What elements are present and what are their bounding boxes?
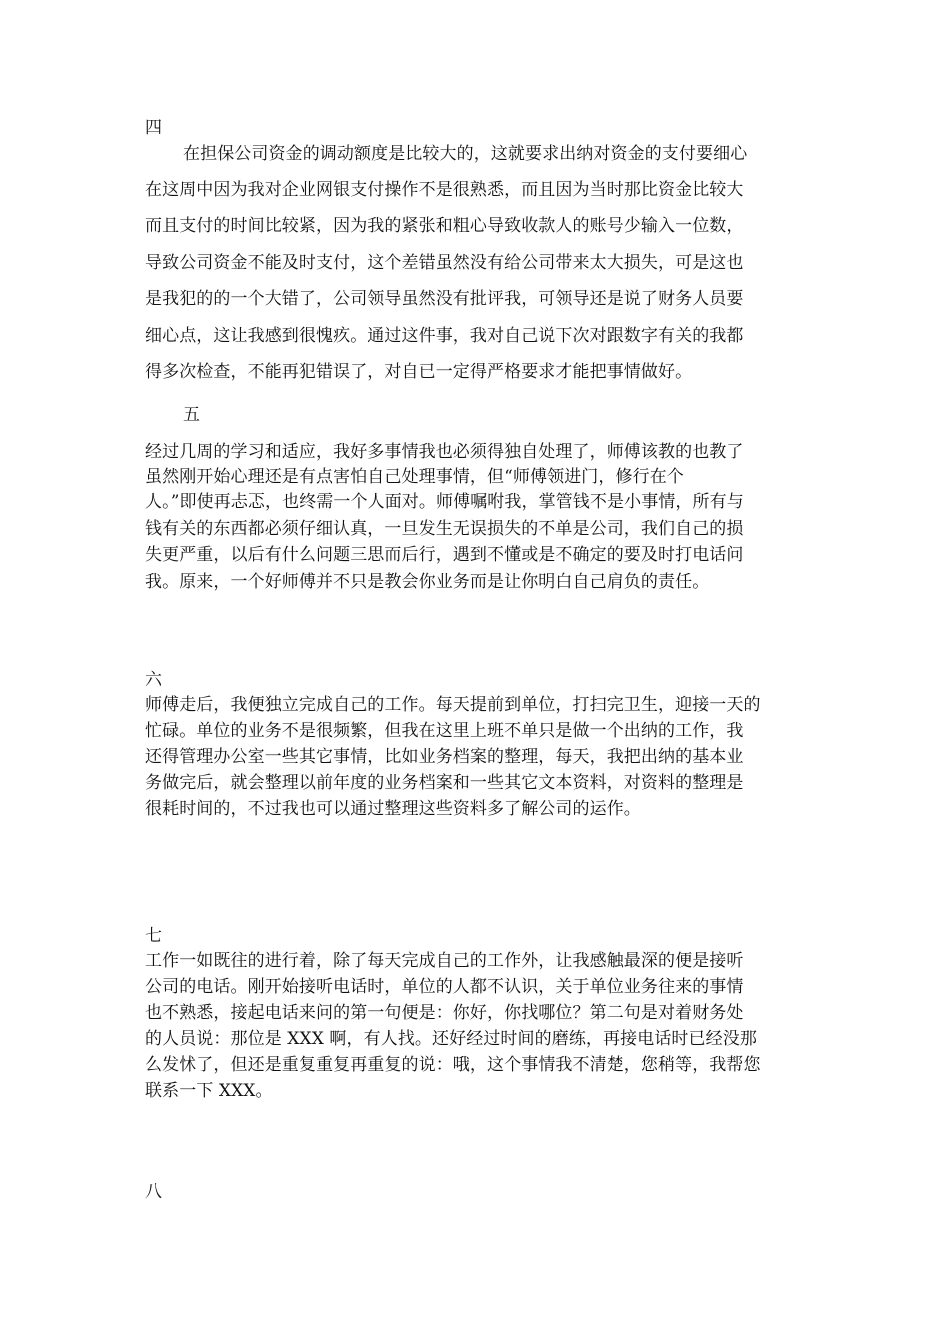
section-heading-7: 七 <box>145 926 163 946</box>
paragraph-line: 虽然刚开始心理还是有点害怕自己处理事情，但“师傅领进门，修行在个 <box>145 467 684 487</box>
paragraph-line: 联系一下 XXX。 <box>145 1081 273 1101</box>
section-heading-6: 六 <box>145 670 163 690</box>
paragraph-line: 么发怵了，但还是重复重复再重复的说：哦，这个事情我不清楚，您稍等，我帮您 <box>145 1055 761 1075</box>
paragraph-line: 而且支付的时间比较紧，因为我的紧张和粗心导致收款人的账号少输入一位数， <box>145 216 744 236</box>
paragraph-line: 很耗时间的，不过我也可以通过整理这些资料多了解公司的运作。 <box>145 799 641 819</box>
paragraph-line: 我。原来，一个好师傅并不只是教会你业务而是让你明白自己肩负的责任。 <box>145 572 710 592</box>
paragraph-line: 钱有关的东西都必须仔细认真，一旦发生无误损失的不单是公司，我们自己的损 <box>145 519 744 539</box>
section-heading-4: 四 <box>145 118 163 138</box>
paragraph-line: 在担保公司资金的调动额度是比较大的，这就要求出纳对资金的支付要细心 <box>183 144 748 164</box>
paragraph-line: 在这周中因为我对企业网银支付操作不是很熟悉，而且因为当时那比资金比较大 <box>145 180 744 200</box>
section-heading-8: 八 <box>145 1182 163 1202</box>
paragraph-line: 工作一如既往的进行着，除了每天完成自己的工作外，让我感触最深的便是接听 <box>145 951 744 971</box>
paragraph-line: 人。”即使再忐忑，也终需一个人面对。师傅嘱咐我，掌管钱不是小事情，所有与 <box>145 492 744 512</box>
paragraph-line: 忙碌。单位的业务不是很频繁，但我在这里上班不单只是做一个出纳的工作，我 <box>145 721 744 741</box>
paragraph-line: 经过几周的学习和适应，我好多事情我也必须得独自处理了，师傅该教的也教了 <box>145 442 744 462</box>
paragraph-line: 也不熟悉，接起电话来问的第一句便是：你好，你找哪位？第二句是对着财务处 <box>145 1003 744 1023</box>
paragraph-line: 是我犯的的一个大错了，公司领导虽然没有批评我，可领导还是说了财务人员要 <box>145 289 744 309</box>
paragraph-line: 还得管理办公室一些其它事情，比如业务档案的整理，每天，我把出纳的基本业 <box>145 747 744 767</box>
paragraph-line: 的人员说：那位是 XXX 啊，有人找。还好经过时间的磨练，再接电话时已经没那 <box>145 1029 757 1049</box>
paragraph-line: 务做完后，就会整理以前年度的业务档案和一些其它文本资料，对资料的整理是 <box>145 773 744 793</box>
paragraph-line: 公司的电话。刚开始接听电话时，单位的人都不认识，关于单位业务往来的事情 <box>145 977 744 997</box>
paragraph-line: 导致公司资金不能及时支付，这个差错虽然没有给公司带来太大损失，可是这也 <box>145 253 744 273</box>
paragraph-line: 细心点，这让我感到很愧疚。通过这件事，我对自己说下次对跟数字有关的我都 <box>145 326 744 346</box>
paragraph-line: 得多次检查，不能再犯错误了，对自已一定得严格要求才能把事情做好。 <box>145 362 693 382</box>
section-heading-5: 五 <box>183 405 201 425</box>
paragraph-line: 失更严重，以后有什么问题三思而后行，遇到不懂或是不确定的要及时打电话问 <box>145 545 744 565</box>
paragraph-line: 师傅走后，我便独立完成自己的工作。每天提前到单位，打扫完卫生，迎接一天的 <box>145 695 761 715</box>
